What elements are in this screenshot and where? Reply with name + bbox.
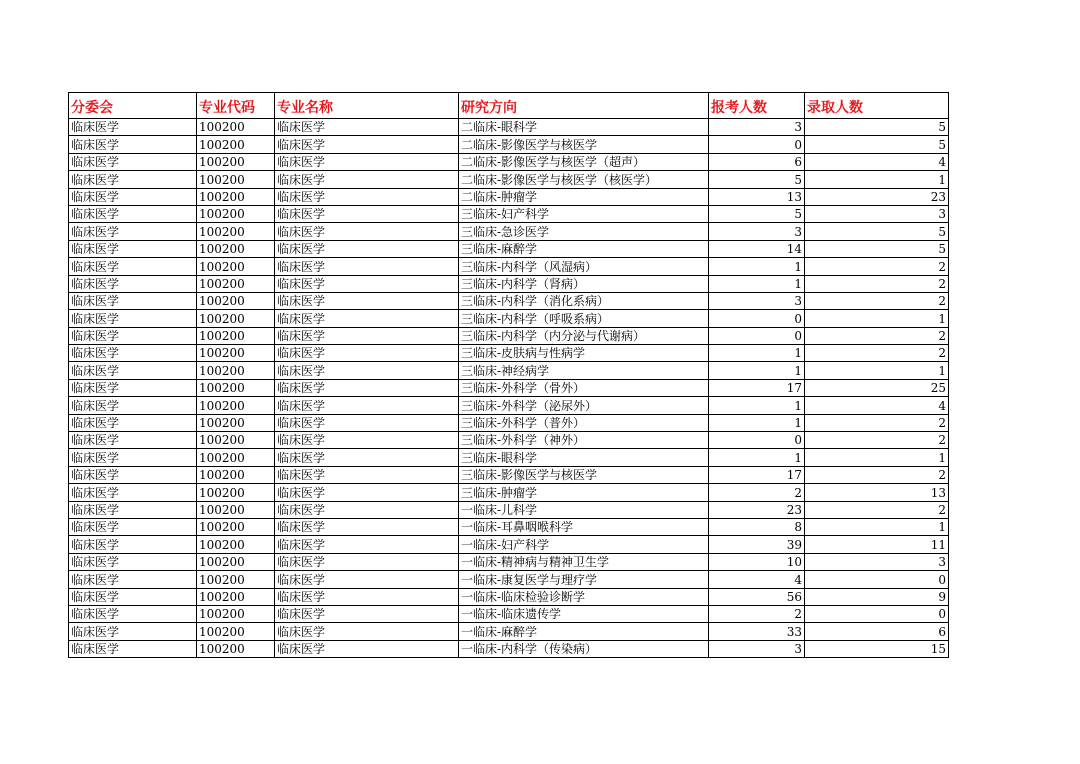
table-row bbox=[69, 223, 949, 240]
major-code-cell: 100200 bbox=[197, 205, 275, 222]
admitted-cell: 5 bbox=[805, 119, 949, 136]
research-direction-cell: 三临床-内科学（内分泌与代谢病） bbox=[459, 327, 709, 344]
major-name-cell: 临床医学 bbox=[275, 136, 459, 153]
admitted-cell: 2 bbox=[805, 275, 949, 292]
major-name-cell: 临床医学 bbox=[275, 275, 459, 292]
committee-cell: 临床医学 bbox=[69, 188, 197, 205]
applicants-cell: 1 bbox=[709, 258, 805, 275]
major-code-cell: 100200 bbox=[197, 292, 275, 309]
applicants-cell: 8 bbox=[709, 518, 805, 535]
committee-cell: 临床医学 bbox=[69, 484, 197, 501]
committee-cell: 临床医学 bbox=[69, 536, 197, 553]
major-code-cell: 100200 bbox=[197, 588, 275, 605]
table-row bbox=[69, 623, 949, 640]
major-code-cell: 100200 bbox=[197, 345, 275, 362]
major-name-cell: 临床医学 bbox=[275, 571, 459, 588]
table-row bbox=[69, 640, 949, 657]
major-name-cell: 临床医学 bbox=[275, 327, 459, 344]
major-code-cell: 100200 bbox=[197, 119, 275, 136]
committee-cell: 临床医学 bbox=[69, 275, 197, 292]
major-name-cell: 临床医学 bbox=[275, 379, 459, 396]
committee-cell: 临床医学 bbox=[69, 345, 197, 362]
major-code-cell: 100200 bbox=[197, 397, 275, 414]
research-direction-cell: 二临床-眼科学 bbox=[459, 119, 709, 136]
major-code-cell: 100200 bbox=[197, 623, 275, 640]
major-name-cell: 临床医学 bbox=[275, 623, 459, 640]
major-code-cell: 100200 bbox=[197, 518, 275, 535]
research-direction-cell: 三临床-急诊医学 bbox=[459, 223, 709, 240]
research-direction-cell: 三临床-内科学（消化系病） bbox=[459, 292, 709, 309]
admitted-cell: 23 bbox=[805, 188, 949, 205]
header-major-name: 专业名称 bbox=[275, 93, 459, 119]
major-name-cell: 临床医学 bbox=[275, 536, 459, 553]
research-direction-cell: 三临床-皮肤病与性病学 bbox=[459, 345, 709, 362]
table-row bbox=[69, 327, 949, 344]
table-row bbox=[69, 275, 949, 292]
applicants-cell: 0 bbox=[709, 327, 805, 344]
applicants-cell: 1 bbox=[709, 414, 805, 431]
research-direction-cell: 一临床-耳鼻咽喉科学 bbox=[459, 518, 709, 535]
major-name-cell: 临床医学 bbox=[275, 432, 459, 449]
table-row bbox=[69, 188, 949, 205]
research-direction-cell: 一临床-临床遗传学 bbox=[459, 605, 709, 622]
table-row bbox=[69, 414, 949, 431]
applicants-cell: 23 bbox=[709, 501, 805, 518]
table-row bbox=[69, 484, 949, 501]
committee-cell: 临床医学 bbox=[69, 466, 197, 483]
major-code-cell: 100200 bbox=[197, 571, 275, 588]
admitted-cell: 2 bbox=[805, 466, 949, 483]
committee-cell: 临床医学 bbox=[69, 258, 197, 275]
committee-cell: 临床医学 bbox=[69, 223, 197, 240]
admitted-cell: 6 bbox=[805, 623, 949, 640]
major-name-cell: 临床医学 bbox=[275, 501, 459, 518]
committee-cell: 临床医学 bbox=[69, 153, 197, 170]
major-code-cell: 100200 bbox=[197, 188, 275, 205]
major-name-cell: 临床医学 bbox=[275, 605, 459, 622]
major-name-cell: 临床医学 bbox=[275, 553, 459, 570]
admitted-cell: 13 bbox=[805, 484, 949, 501]
admitted-cell: 4 bbox=[805, 153, 949, 170]
admitted-cell: 5 bbox=[805, 223, 949, 240]
major-name-cell: 临床医学 bbox=[275, 484, 459, 501]
research-direction-cell: 三临床-内科学（呼吸系病） bbox=[459, 310, 709, 327]
major-name-cell: 临床医学 bbox=[275, 119, 459, 136]
major-code-cell: 100200 bbox=[197, 553, 275, 570]
major-name-cell: 临床医学 bbox=[275, 518, 459, 535]
research-direction-cell: 二临床-影像医学与核医学 bbox=[459, 136, 709, 153]
admitted-cell: 1 bbox=[805, 310, 949, 327]
admission-table bbox=[68, 92, 949, 658]
table-row bbox=[69, 518, 949, 535]
research-direction-cell: 三临床-麻醉学 bbox=[459, 240, 709, 257]
committee-cell: 临床医学 bbox=[69, 205, 197, 222]
major-name-cell: 临床医学 bbox=[275, 362, 459, 379]
major-name-cell: 临床医学 bbox=[275, 292, 459, 309]
committee-cell: 临床医学 bbox=[69, 571, 197, 588]
table-row bbox=[69, 536, 949, 553]
admitted-cell: 2 bbox=[805, 327, 949, 344]
major-name-cell: 临床医学 bbox=[275, 588, 459, 605]
major-code-cell: 100200 bbox=[197, 536, 275, 553]
committee-cell: 临床医学 bbox=[69, 449, 197, 466]
table-row bbox=[69, 449, 949, 466]
major-code-cell: 100200 bbox=[197, 362, 275, 379]
major-code-cell: 100200 bbox=[197, 484, 275, 501]
table-row bbox=[69, 466, 949, 483]
research-direction-cell: 三临床-神经病学 bbox=[459, 362, 709, 379]
committee-cell: 临床医学 bbox=[69, 136, 197, 153]
committee-cell: 临床医学 bbox=[69, 414, 197, 431]
committee-cell: 临床医学 bbox=[69, 432, 197, 449]
header-research-direction: 研究方向 bbox=[459, 93, 709, 119]
committee-cell: 临床医学 bbox=[69, 501, 197, 518]
table-body bbox=[69, 119, 949, 658]
applicants-cell: 13 bbox=[709, 188, 805, 205]
admitted-cell: 9 bbox=[805, 588, 949, 605]
applicants-cell: 3 bbox=[709, 292, 805, 309]
research-direction-cell: 三临床-外科学（骨外） bbox=[459, 379, 709, 396]
research-direction-cell: 一临床-麻醉学 bbox=[459, 623, 709, 640]
major-code-cell: 100200 bbox=[197, 258, 275, 275]
admitted-cell: 15 bbox=[805, 640, 949, 657]
committee-cell: 临床医学 bbox=[69, 640, 197, 657]
applicants-cell: 4 bbox=[709, 571, 805, 588]
applicants-cell: 14 bbox=[709, 240, 805, 257]
committee-cell: 临床医学 bbox=[69, 588, 197, 605]
major-code-cell: 100200 bbox=[197, 223, 275, 240]
admitted-cell: 2 bbox=[805, 292, 949, 309]
research-direction-cell: 二临床-影像医学与核医学（核医学） bbox=[459, 171, 709, 188]
applicants-cell: 0 bbox=[709, 310, 805, 327]
admitted-cell: 2 bbox=[805, 258, 949, 275]
admitted-cell: 5 bbox=[805, 240, 949, 257]
major-code-cell: 100200 bbox=[197, 605, 275, 622]
committee-cell: 临床医学 bbox=[69, 240, 197, 257]
applicants-cell: 1 bbox=[709, 397, 805, 414]
admitted-cell: 1 bbox=[805, 449, 949, 466]
major-code-cell: 100200 bbox=[197, 310, 275, 327]
table-row bbox=[69, 605, 949, 622]
admitted-cell: 0 bbox=[805, 571, 949, 588]
research-direction-cell: 一临床-精神病与精神卫生学 bbox=[459, 553, 709, 570]
committee-cell: 临床医学 bbox=[69, 171, 197, 188]
admitted-cell: 1 bbox=[805, 362, 949, 379]
major-name-cell: 临床医学 bbox=[275, 258, 459, 275]
table-row bbox=[69, 119, 949, 136]
admitted-cell: 5 bbox=[805, 136, 949, 153]
research-direction-cell: 三临床-外科学（普外） bbox=[459, 414, 709, 431]
committee-cell: 临床医学 bbox=[69, 605, 197, 622]
header-applicants: 报考人数 bbox=[709, 93, 805, 119]
committee-cell: 临床医学 bbox=[69, 379, 197, 396]
major-name-cell: 临床医学 bbox=[275, 171, 459, 188]
major-code-cell: 100200 bbox=[197, 275, 275, 292]
committee-cell: 临床医学 bbox=[69, 518, 197, 535]
table-row bbox=[69, 136, 949, 153]
admitted-cell: 2 bbox=[805, 501, 949, 518]
major-code-cell: 100200 bbox=[197, 432, 275, 449]
table-row bbox=[69, 379, 949, 396]
research-direction-cell: 三临床-外科学（神外） bbox=[459, 432, 709, 449]
research-direction-cell: 三临床-内科学（肾病） bbox=[459, 275, 709, 292]
applicants-cell: 0 bbox=[709, 432, 805, 449]
major-name-cell: 临床医学 bbox=[275, 205, 459, 222]
applicants-cell: 17 bbox=[709, 379, 805, 396]
applicants-cell: 33 bbox=[709, 623, 805, 640]
applicants-cell: 1 bbox=[709, 362, 805, 379]
table-row bbox=[69, 588, 949, 605]
applicants-cell: 1 bbox=[709, 275, 805, 292]
major-code-cell: 100200 bbox=[197, 466, 275, 483]
table-row bbox=[69, 205, 949, 222]
committee-cell: 临床医学 bbox=[69, 362, 197, 379]
applicants-cell: 5 bbox=[709, 171, 805, 188]
committee-cell: 临床医学 bbox=[69, 310, 197, 327]
major-name-cell: 临床医学 bbox=[275, 240, 459, 257]
major-name-cell: 临床医学 bbox=[275, 188, 459, 205]
major-name-cell: 临床医学 bbox=[275, 310, 459, 327]
table-row bbox=[69, 501, 949, 518]
admitted-cell: 1 bbox=[805, 518, 949, 535]
applicants-cell: 5 bbox=[709, 205, 805, 222]
research-direction-cell: 三临床-妇产科学 bbox=[459, 205, 709, 222]
admitted-cell: 1 bbox=[805, 171, 949, 188]
research-direction-cell: 三临床-眼科学 bbox=[459, 449, 709, 466]
admitted-cell: 25 bbox=[805, 379, 949, 396]
major-name-cell: 临床医学 bbox=[275, 640, 459, 657]
applicants-cell: 1 bbox=[709, 449, 805, 466]
major-code-cell: 100200 bbox=[197, 327, 275, 344]
table-row bbox=[69, 362, 949, 379]
research-direction-cell: 一临床-妇产科学 bbox=[459, 536, 709, 553]
admitted-cell: 11 bbox=[805, 536, 949, 553]
committee-cell: 临床医学 bbox=[69, 397, 197, 414]
committee-cell: 临床医学 bbox=[69, 327, 197, 344]
major-code-cell: 100200 bbox=[197, 501, 275, 518]
major-code-cell: 100200 bbox=[197, 449, 275, 466]
applicants-cell: 6 bbox=[709, 153, 805, 170]
applicants-cell: 1 bbox=[709, 345, 805, 362]
applicants-cell: 2 bbox=[709, 605, 805, 622]
table-row bbox=[69, 553, 949, 570]
major-name-cell: 临床医学 bbox=[275, 397, 459, 414]
major-code-cell: 100200 bbox=[197, 414, 275, 431]
major-name-cell: 临床医学 bbox=[275, 449, 459, 466]
major-name-cell: 临床医学 bbox=[275, 414, 459, 431]
table-row bbox=[69, 571, 949, 588]
admitted-cell: 4 bbox=[805, 397, 949, 414]
research-direction-cell: 一临床-内科学（传染病） bbox=[459, 640, 709, 657]
applicants-cell: 0 bbox=[709, 136, 805, 153]
major-code-cell: 100200 bbox=[197, 153, 275, 170]
admitted-cell: 0 bbox=[805, 605, 949, 622]
major-code-cell: 100200 bbox=[197, 136, 275, 153]
major-name-cell: 临床医学 bbox=[275, 153, 459, 170]
major-code-cell: 100200 bbox=[197, 171, 275, 188]
admitted-cell: 2 bbox=[805, 432, 949, 449]
major-code-cell: 100200 bbox=[197, 240, 275, 257]
research-direction-cell: 二临床-影像医学与核医学（超声） bbox=[459, 153, 709, 170]
table-row bbox=[69, 397, 949, 414]
major-name-cell: 临床医学 bbox=[275, 345, 459, 362]
applicants-cell: 3 bbox=[709, 640, 805, 657]
research-direction-cell: 二临床-肿瘤学 bbox=[459, 188, 709, 205]
header-admitted: 录取人数 bbox=[805, 93, 949, 119]
header-row bbox=[69, 93, 949, 119]
applicants-cell: 3 bbox=[709, 119, 805, 136]
major-code-cell: 100200 bbox=[197, 640, 275, 657]
research-direction-cell: 三临床-肿瘤学 bbox=[459, 484, 709, 501]
table-row bbox=[69, 432, 949, 449]
research-direction-cell: 三临床-影像医学与核医学 bbox=[459, 466, 709, 483]
admitted-cell: 2 bbox=[805, 414, 949, 431]
admitted-cell: 3 bbox=[805, 553, 949, 570]
applicants-cell: 56 bbox=[709, 588, 805, 605]
header-committee: 分委会 bbox=[69, 93, 197, 119]
research-direction-cell: 三临床-内科学（风湿病） bbox=[459, 258, 709, 275]
admitted-cell: 3 bbox=[805, 205, 949, 222]
committee-cell: 临床医学 bbox=[69, 623, 197, 640]
applicants-cell: 3 bbox=[709, 223, 805, 240]
applicants-cell: 17 bbox=[709, 466, 805, 483]
major-name-cell: 临床医学 bbox=[275, 223, 459, 240]
major-name-cell: 临床医学 bbox=[275, 466, 459, 483]
committee-cell: 临床医学 bbox=[69, 292, 197, 309]
research-direction-cell: 一临床-儿科学 bbox=[459, 501, 709, 518]
table-row bbox=[69, 310, 949, 327]
table-row bbox=[69, 292, 949, 309]
research-direction-cell: 一临床-康复医学与理疗学 bbox=[459, 571, 709, 588]
committee-cell: 临床医学 bbox=[69, 119, 197, 136]
table-row bbox=[69, 258, 949, 275]
table-row bbox=[69, 345, 949, 362]
committee-cell: 临床医学 bbox=[69, 553, 197, 570]
research-direction-cell: 一临床-临床检验诊断学 bbox=[459, 588, 709, 605]
admitted-cell: 2 bbox=[805, 345, 949, 362]
table-row bbox=[69, 171, 949, 188]
research-direction-cell: 三临床-外科学（泌尿外） bbox=[459, 397, 709, 414]
major-code-cell: 100200 bbox=[197, 379, 275, 396]
applicants-cell: 39 bbox=[709, 536, 805, 553]
table-row bbox=[69, 153, 949, 170]
table-row bbox=[69, 240, 949, 257]
header-major-code: 专业代码 bbox=[197, 93, 275, 119]
applicants-cell: 10 bbox=[709, 553, 805, 570]
applicants-cell: 2 bbox=[709, 484, 805, 501]
